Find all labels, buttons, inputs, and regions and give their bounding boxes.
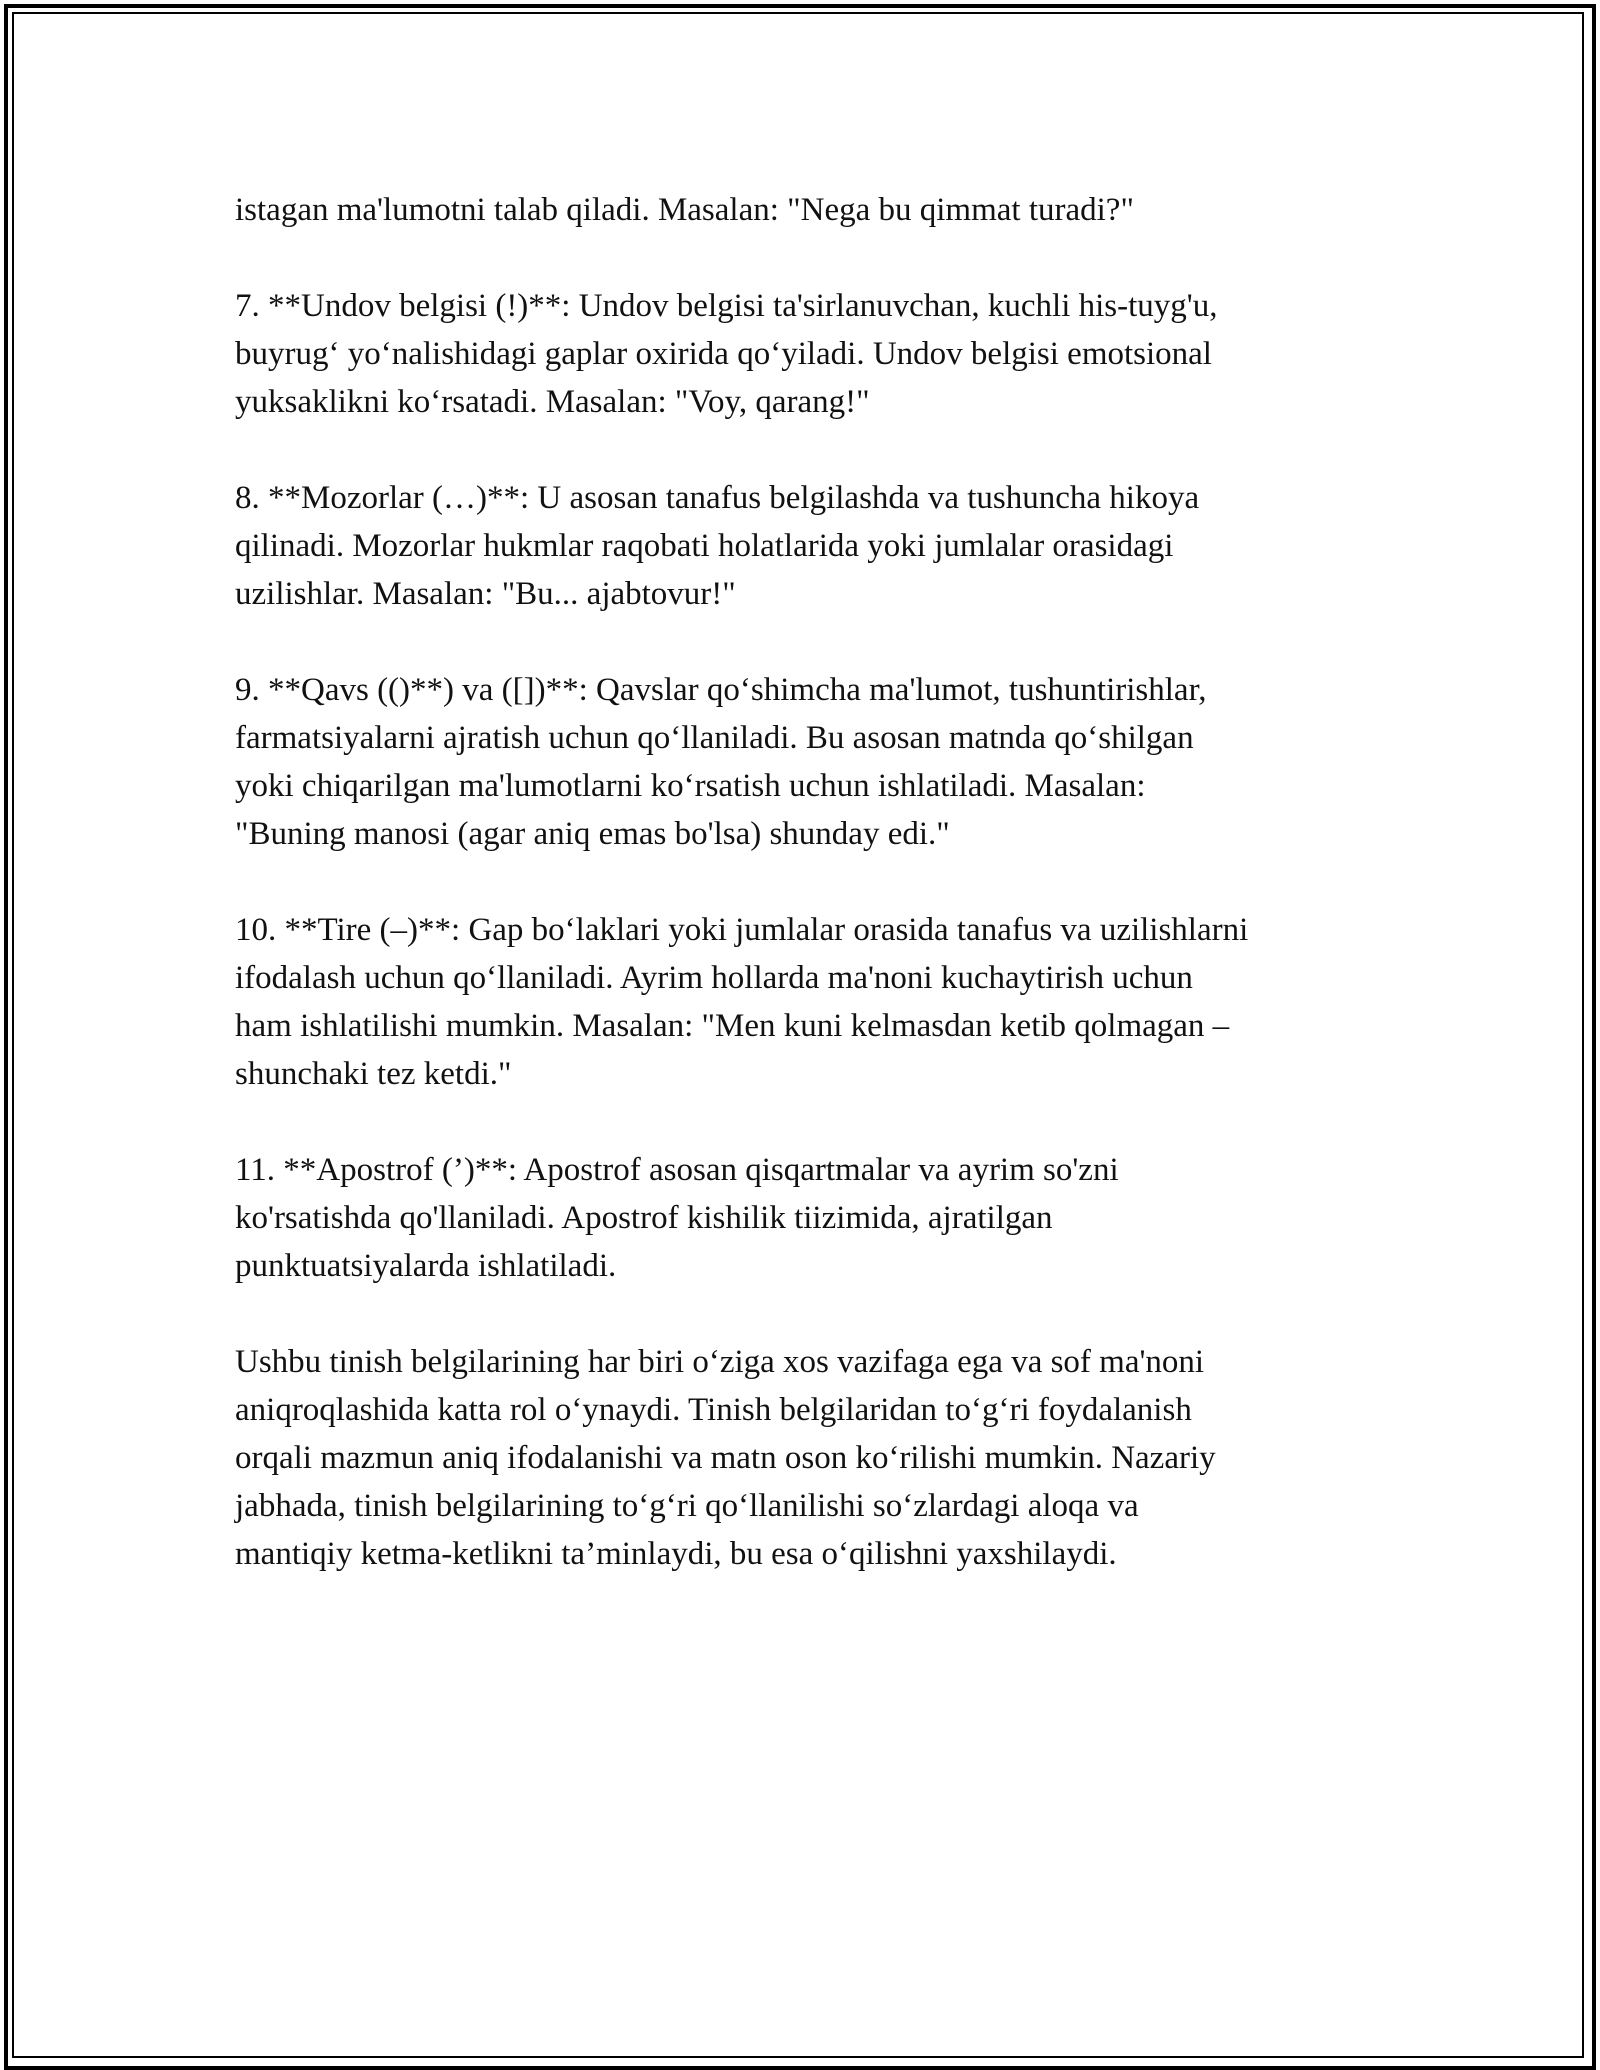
- paragraph-item-11-apostrof: [235, 1146, 1375, 1290]
- text-line: jabhada, tinish belgilarining to‘g‘ri qo‘llanilishi so‘zlardagi aloqa va: [235, 1488, 1139, 1524]
- text-line: qilinadi. Mozorlar hukmlar raqobati holatlarida yoki jumlalar orasidagi: [235, 528, 1174, 564]
- text-line: yuksaklikni ko‘rsatadi. Masalan: "Voy, qarang!": [235, 384, 870, 420]
- text-line: farmatsiyalarni ajratish uchun qo‘llaniladi. Bu asosan matnda qo‘shilgan: [235, 720, 1194, 756]
- text-line: 11. **Apostrof (’)**: Apostrof asosan qisqartmalar va ayrim so'zni: [235, 1152, 1119, 1188]
- text-line: istagan ma'lumotni talab qiladi. Masalan: "Nega bu qimmat turadi?": [235, 192, 1134, 228]
- document-body: [235, 186, 1375, 1626]
- text-line: shunchaki tez ketdi.": [235, 1056, 512, 1092]
- paragraph-conclusion: [235, 1338, 1375, 1578]
- text-line: 8. **Mozorlar (…)**: U asosan tanafus belgilashda va tushuncha hikoya: [235, 480, 1200, 516]
- text-line: "Buning manosi (agar aniq emas bo'lsa) shunday edi.": [235, 816, 950, 852]
- text-line: ham ishlatilishi mumkin. Masalan: "Men kuni kelmasdan ketib qolmagan –: [235, 1008, 1230, 1044]
- paragraph-item-9-qavs: [235, 666, 1375, 858]
- text-line: buyrug‘ yo‘nalishidagi gaplar oxirida qo‘yiladi. Undov belgisi emotsional: [235, 336, 1212, 372]
- text-line: aniqroqlashida katta rol o‘ynaydi. Tinish belgilaridan to‘g‘ri foydalanish: [235, 1392, 1192, 1428]
- paragraph-continuation: [235, 186, 1375, 234]
- text-line: punktuatsiyalarda ishlatiladi.: [235, 1248, 617, 1284]
- text-line: 7. **Undov belgisi (!)**: Undov belgisi ta'sirlanuvchan, kuchli his-tuyg'u,: [235, 288, 1218, 324]
- paragraph-item-8-mozorlar: [235, 474, 1375, 618]
- text-line: ko'rsatishda qo'llaniladi. Apostrof kishilik tiizimida, ajratilgan: [235, 1200, 1053, 1236]
- text-line: mantiqiy ketma-ketlikni ta’minlaydi, bu esa o‘qilishni yaxshilaydi.: [235, 1536, 1117, 1572]
- text-line: 9. **Qavs (()**) va ([])**: Qavslar qo‘shimcha ma'lumot, tushuntirishlar,: [235, 672, 1207, 708]
- text-line: uzilishlar. Masalan: "Bu... ajabtovur!": [235, 576, 736, 612]
- paragraph-item-7-undov-belgisi: [235, 282, 1375, 426]
- paragraph-item-10-tire: [235, 906, 1375, 1098]
- text-line: 10. **Tire (–)**: Gap bo‘laklari yoki jumlalar orasida tanafus va uzilishlarni: [235, 912, 1249, 948]
- text-line: ifodalash uchun qo‘llaniladi. Ayrim hollarda ma'noni kuchaytirish uchun: [235, 960, 1193, 996]
- text-line: orqali mazmun aniq ifodalanishi va matn oson ko‘rilishi mumkin. Nazariy: [235, 1440, 1216, 1476]
- text-line: Ushbu tinish belgilarining har biri o‘ziga xos vazifaga ega va sof ma'noni: [235, 1344, 1205, 1380]
- text-line: yoki chiqarilgan ma'lumotlarni ko‘rsatish uchun ishlatiladi. Masalan:: [235, 768, 1146, 804]
